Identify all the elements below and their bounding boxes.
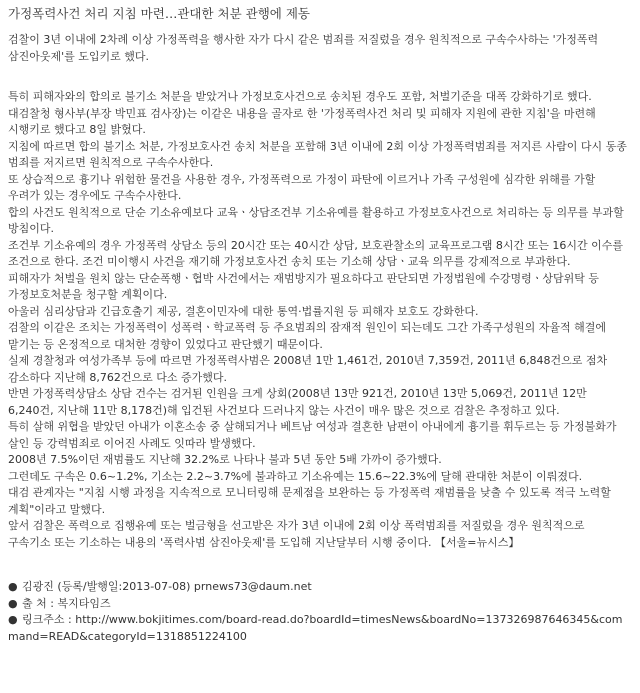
paragraph: 그런데도 구속은 0.6~1.2%, 기소는 2.2~3.7%에 불과하고 기소유예는 15.6~22.3%에 달해 관대한 처분이 이뤄졌다.: [8, 469, 583, 483]
paragraph: 또 상습적으로 흉기나 위험한 물건을 사용한 경우, 가정폭력으로 가정이 파탄에 이르거나 가족 구성원에 심각한 위해를 가할 우려가 있는 경우에도 구속수사한다.: [8, 172, 596, 202]
article-lead: 검찰이 3년 이내에 2차례 이상 가정폭력을 행사한 자가 다시 같은 범죄를 저질렀을 경우 원칙적으로 구속수사하는 '가정폭력 삼진아웃제'를 도입키로 했다.: [8, 33, 599, 63]
paragraph: 2008년 7.5%이던 재범률도 지난해 32.2%로 나타나 불과 5년 동안 5배 가까이 증가했다.: [8, 453, 442, 466]
author-line: 김광진 (등록/발행일:2013-07-08) prnews73@daum.net: [22, 580, 312, 593]
article-body: [8, 89, 630, 551]
paragraph: 검찰의 이같은 조치는 가정폭력이 성폭력ㆍ학교폭력 등 주요범죄의 잠재적 원인이 되는데도 그간 가족구성원의 자율적 해결에 맡기는 등 온정적으로 대처한 경향이 있었다고 판단했기 때문이다.: [8, 321, 607, 351]
link-row: [8, 612, 630, 645]
paragraph: 피해자가 처벌을 원치 않는 단순폭행ㆍ협박 사건에서는 재범방지가 필요하다고 판단되면 가정법원에 수강명령ㆍ상담위탁 등 가정보호처분을 청구할 계획이다.: [8, 271, 600, 301]
paragraph: 특히 살해 위협을 받았던 아내가 이혼소송 중 살해되거나 베트남 여성과 결혼한 남편이 아내에게 흉기를 휘두르는 등 가정불화가 살인 등 강력범죄로 이어진 사례도 잇따라 발생했다.: [8, 420, 617, 450]
paragraph: 대검찰청 형사부(부장 박민표 검사장)는 이같은 내용을 골자로 한 '가정폭력사건 처리 및 피해자 지원에 관한 지침'을 마련해 시행키로 했다고 8일 밝혔다.: [8, 106, 596, 136]
paragraph: 특히 피해자와의 합의로 불기소 처분을 받았거나 가정보호사건으로 송치된 경우도 포함, 처벌기준을 대폭 강화하기로 했다.: [8, 90, 592, 103]
source-row: [8, 596, 630, 613]
link-label: 링크주소 :: [22, 613, 72, 626]
author-row: [8, 579, 630, 596]
bullet-icon: ●: [8, 596, 18, 610]
paragraph: 대검 관계자는 "지침 시행 과정을 지속적으로 모니터링해 문제점을 보완하는 등 가정폭력 재범률을 낮출 수 있도록 적극 노력할 계획"이라고 말했다.: [8, 486, 611, 516]
bullet-icon: ●: [8, 580, 18, 593]
paragraph: 지침에 따르면 합의 불기소 처분, 가정보호사건 송치 처분을 포함해 3년 이내에 2회 이상 가정폭력범죄를 저지른 사람이 다시 동종 범죄를 저지르면 원칙적으로 구속수사한다.: [8, 139, 627, 169]
bullet-icon: ●: [8, 613, 18, 626]
paragraph: 실제 경찰청과 여성가족부 등에 따르면 가정폭력사범은 2008년 1만 1,461건, 2010년 7,359건, 2011년 6,848건으로 점차 감소하다 지난해 8,762건으로 다소 증가했다.: [8, 354, 608, 384]
paragraph: 아울러 심리상담과 긴급호출기 제공, 결혼이민자에 대한 통역·법률지원 등 피해자 보호도 강화한다.: [8, 304, 479, 318]
paragraph: 앞서 검찰은 폭력으로 집행유예 또는 벌금형을 선고받은 자가 3년 이내에 2회 이상 폭력범죄를 저질렀을 경우 원칙적으로 구속기소 또는 기소하는 내용의 '폭력사범 삼진아웃제'를 도입해 지난달부터 시행 중이다. 【서울=뉴시스】: [8, 519, 585, 549]
paragraph: 반면 가정폭력상담소 상담 건수는 검거된 인원을 크게 상회(2008년 13만 921건, 2010년 13만 5,069건, 2011년 12만 6,240건, 지난해 11만 8,178건)해 입건된 사건보다 드러나지 않는 사건이 매우 많은 것으로 검찰은 추정하고 있다.: [8, 387, 587, 417]
source-line: 출 처 : 복지타임즈: [22, 596, 111, 610]
article-link[interactable]: http://www.bokjitimes.com/board-read.do?boardId=timesNews&boardNo=137326987646345&command=READ&categoryId=1318851224100: [8, 613, 623, 643]
article-footer: [8, 579, 630, 645]
paragraph: 합의 사건도 원칙적으로 단순 기소유예보다 교육ㆍ상담조건부 기소유예를 활용하고 가정보호사건으로 처리하는 등 의무를 부과할 방침이다.: [8, 205, 624, 235]
article-title: 가정폭력사건 처리 지침 마련…관대한 처분 관행에 제동: [8, 6, 310, 21]
paragraph: 조건부 기소유예의 경우 가정폭력 상담소 등의 20시간 또는 40시간 상담, 보호관찰소의 교육프로그램 8시간 또는 16시간 이수를 조건으로 한다. 조건 미이행시 사건을 재기해 가정보호사건 송치 또는 기소해 상담ㆍ교육 의무를 강제적으로 부과한다.: [8, 238, 623, 268]
